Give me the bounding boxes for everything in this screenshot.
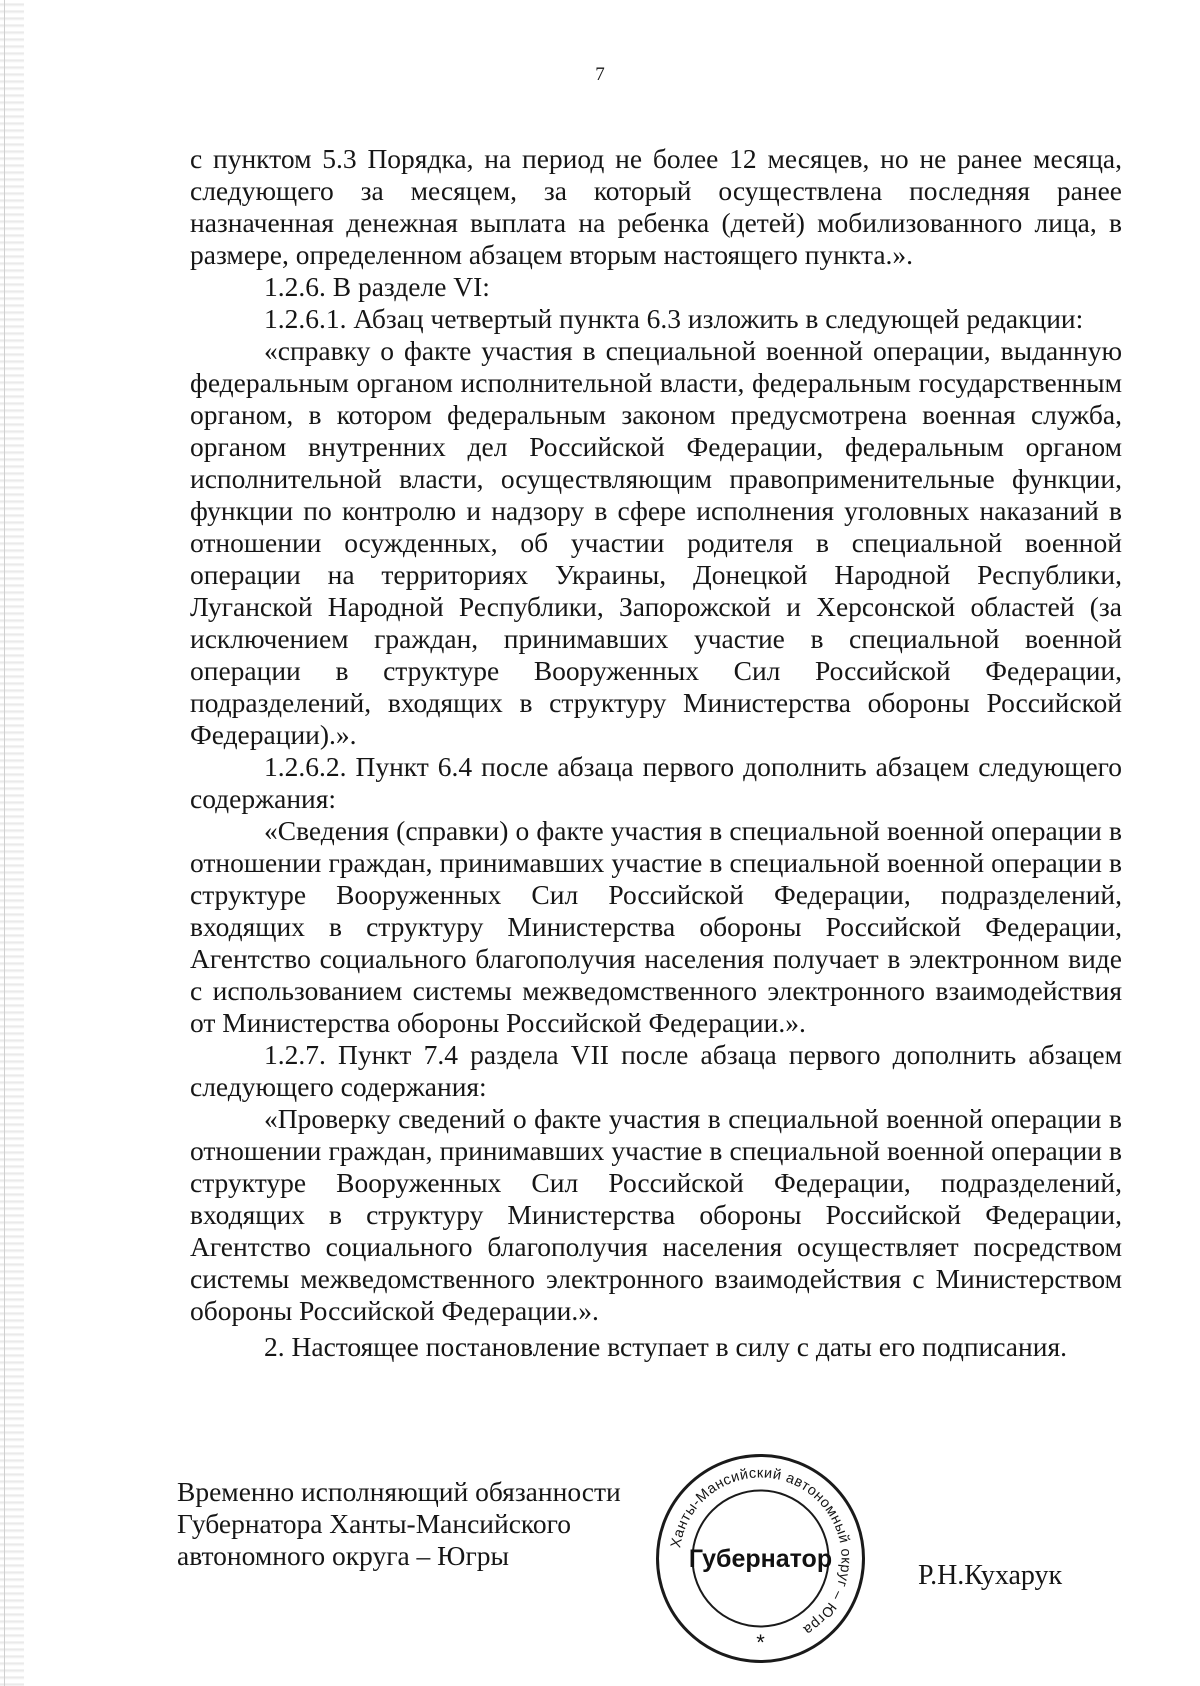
paragraph-item: 1.2.6.2. Пункт 6.4 после абзаца первого дополнить абзацем следующего содержания: (190, 751, 1122, 814)
seal-star-mark: * (756, 1630, 765, 1655)
paragraph-final-clause: 2. Настоящее постановление вступает в силу с даты его подписания. (264, 1331, 1067, 1362)
paragraph-quoted-text: «Проверку сведений о факте участия в специальной военной операции в отношении граждан, принимавших участие в специальной военной операции в структуре Вооруженных Сил Российской Федерации, подразделений, входящих в структуру Министерства обороны Российской Федерации, Агентство социального благополучия населения осуществляет посредством системы межведомственного электронного взаимодействия с Министерством обороны Российской Федерации.». (190, 1103, 1122, 1326)
document-body (190, 143, 1122, 1363)
paragraph-quoted-text: «Сведения (справки) о факте участия в специальной военной операции в отношении граждан, принимавших участие в специальной военной операции в структуре Вооруженных Сил Российской Федерации, подразделений, входящих в структуру Министерства обороны Российской Федерации, Агентство социального благополучия населения получает в электронном виде с использованием системы межведомственного электронного взаимодействия от Министерства обороны Российской Федерации.». (190, 815, 1122, 1038)
official-seal (653, 1451, 868, 1666)
paragraph-item: 1.2.6.1. Абзац четвертый пункта 6.3 изложить в следующей редакции: (264, 303, 1084, 334)
page-number: 7 (595, 64, 605, 85)
paragraph-continuation: с пунктом 5.3 Порядка, на период не более 12 месяцев, но не ранее месяца, следующего за месяцем, за который осуществлена последняя ранее назначенная денежная выплата на ребенка (детей) мобилизованного лица, в размере, определенном абзацем вторым настоящего пункта.». (190, 143, 1122, 270)
seal-ring-text: Ханты-Мансийский автономный округ – Югра (668, 1465, 854, 1638)
seal-center-text: Губернатор (688, 1545, 833, 1573)
signatory-title (177, 1476, 637, 1572)
paragraph-quoted-text: «справку о факте участия в специальной военной операции, выданную федеральным органом исполнительной власти, федеральным государственным органом, в котором федеральным законом предусмотрена военная служба, органом внутренних дел Российской Федерации, федеральным органом исполнительной власти, осуществляющим правоприменительные функции, функции по контролю и надзору в сфере исполнения уголовных наказаний в отношении осужденных, об участии родителя в специальной военной операции на территориях Украины, Донецкой Народной Республики, Луганской Народной Республики, Запорожской и Херсонской областей (за исключением граждан, принимавших участие в специальной военной операции в структуре Вооруженных Сил Российской Федерации, подразделений, входящих в структуру Министерства обороны Российской Федерации).». (190, 335, 1122, 750)
paragraph-item: 1.2.7. Пункт 7.4 раздела VII после абзаца первого дополнить абзацем следующего содержания: (190, 1039, 1122, 1102)
signatory-title-line: Временно исполняющий обязанности (177, 1476, 621, 1507)
signatory-title-line: Губернатора Ханты-Мансийского (177, 1508, 571, 1539)
paragraph-section-heading: 1.2.6. В разделе VI: (264, 271, 490, 302)
signatory-name: Р.Н.Кухарук (918, 1560, 1063, 1591)
signatory-title-line: автономного округа – Югры (177, 1540, 509, 1571)
scan-edge-strip (0, 0, 24, 1686)
